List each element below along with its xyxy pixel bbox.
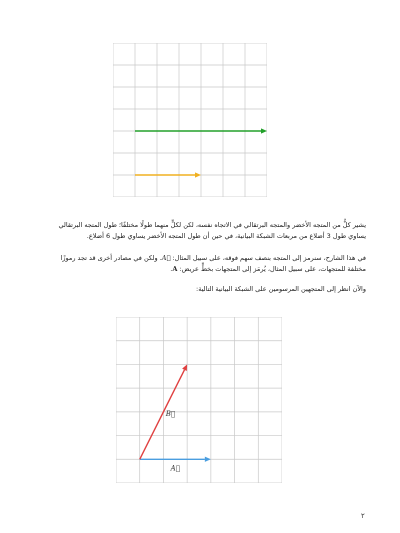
- paragraph-vectors-length: [40, 220, 366, 242]
- vector-orange-arrowhead: [195, 172, 201, 177]
- paragraph-vector-notation: [40, 253, 366, 275]
- paragraph-1-text: يشير كلٌّ من المتجه الأخضر والمتجه البرتقالي في الاتجاه نفسه، لكن لكلٍّ منهما طولًا مختلفًا؛ طول المتجه البرتقالي يساوي طول 3 أضلاع من مربعات الشبكة البيانية، في حين أن طول المتجه الأخضر يساوي طول 6 أضلاع.: [58, 221, 366, 240]
- paragraph-look-at-graph: [40, 284, 366, 295]
- figure-2-grid: [116, 317, 282, 483]
- paragraph-2-text-b: . ولكن في مصادر أخرى قد تجد رموزًا مختلفة للمتجهات، على سبيل المثال، يُرمَز إلى المتجهات بخطٍّ عريض:: [60, 254, 366, 273]
- vector-symbol-a: A⃑: [161, 254, 171, 262]
- vector-green-arrowhead: [261, 128, 267, 133]
- paragraph-2-text-a: في هذا الشارح، سنرمز إلى المتجه بنصف سهم فوقه، على سبيل المثال:: [170, 254, 366, 262]
- bold-symbol-a: A: [172, 265, 178, 273]
- vector-A-label: A⃑: [170, 464, 180, 473]
- vector-B-line: [140, 370, 185, 459]
- vector-B-label: B⃑: [165, 409, 176, 418]
- vector-A-arrowhead: [205, 457, 211, 462]
- paragraph-3-text: والآن انظر إلى المتجهين المرسومين على الشبكة البيانية التالية:: [196, 285, 366, 293]
- page-number: ٢: [361, 512, 365, 520]
- paragraph-2-end: .: [170, 265, 173, 273]
- figure-1-grid: [113, 43, 267, 197]
